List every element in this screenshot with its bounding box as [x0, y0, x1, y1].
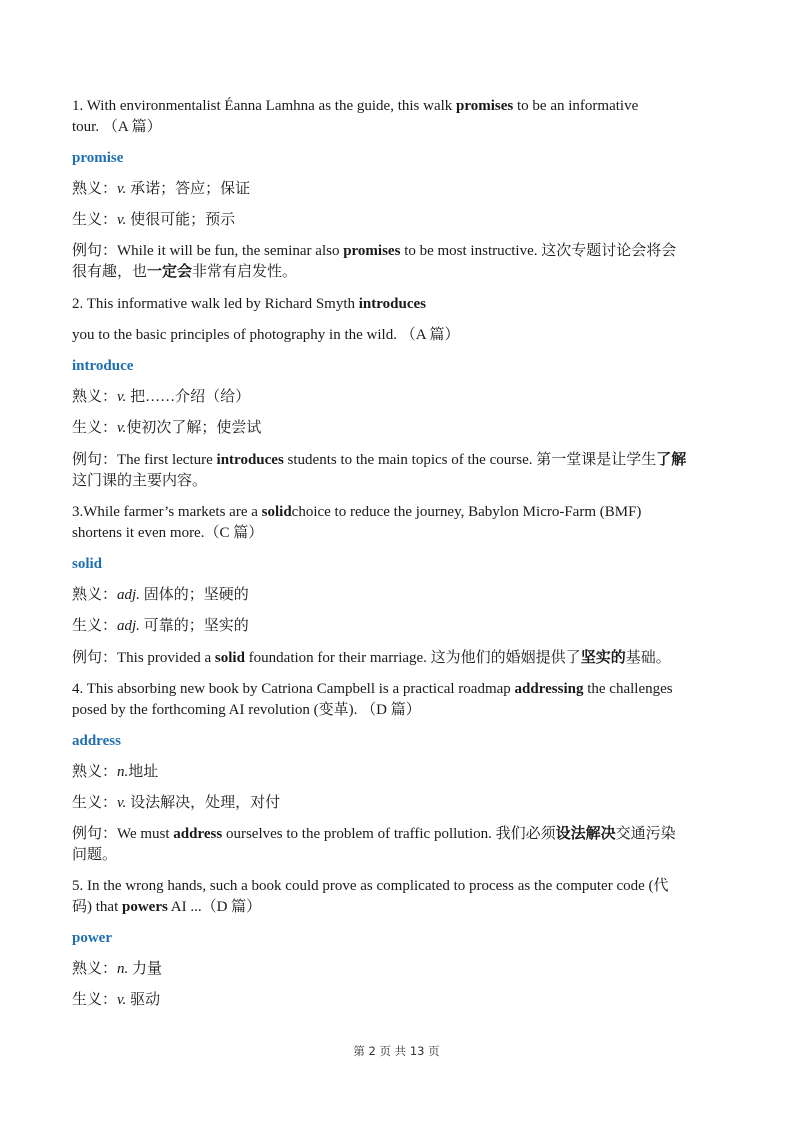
- meaning: 地址: [128, 764, 159, 780]
- keyword: addressing: [514, 681, 584, 697]
- text: posed by the forthcoming AI revolution (变革). （D 篇）: [72, 702, 421, 718]
- pos: v.: [117, 212, 127, 228]
- text: 非常有启发性。: [192, 264, 298, 280]
- keyword: 了解: [656, 452, 687, 468]
- entry-3-sentence-line-1: [72, 502, 722, 523]
- entry-4-word: address: [72, 733, 121, 749]
- meaning: 设法解决，处理，对付: [126, 795, 281, 811]
- text: to be most instructive. 这次专题讨论会将会: [400, 243, 677, 259]
- text: 1. With environmentalist Éanna Lamhna as the guide, this walk: [72, 98, 457, 114]
- entry-5-sentence-line-2: [72, 897, 722, 918]
- entry-4-sentence-line-1: [72, 679, 722, 700]
- entry-1-sentence-line-2: [72, 117, 722, 138]
- entry-3-familiar: [72, 585, 722, 606]
- page-footer: 第 2 页 共 13 页: [353, 1044, 440, 1058]
- keyword: 坚实的: [580, 650, 626, 666]
- label: 熟义：: [72, 764, 118, 780]
- keyword: 一定会: [147, 264, 193, 280]
- meaning: 固体的；坚硬的: [139, 587, 249, 603]
- entry-2-example-line-1: [72, 450, 722, 471]
- text: 这门课的主要内容。: [72, 473, 208, 489]
- text: 基础。: [625, 650, 671, 666]
- label: 熟义：: [72, 181, 118, 197]
- entry-5-familiar: [72, 959, 722, 980]
- entry-4-example-line-1: [72, 824, 722, 845]
- entry-3-new: [72, 616, 722, 637]
- pos: n.: [117, 764, 129, 780]
- text: shortens it even more.（C 篇）: [72, 525, 264, 541]
- keyword: introduces: [216, 452, 284, 468]
- pos: v.: [117, 181, 127, 197]
- text: students to the main topics of the course. 第一堂课是让学生: [283, 452, 657, 468]
- text: foundation for their marriage. 这为他们的婚姻提供了: [244, 650, 581, 666]
- entry-4-sentence-line-2: [72, 700, 722, 721]
- keyword: powers: [122, 899, 168, 915]
- keyword: address: [173, 826, 223, 842]
- text: 问题。: [72, 847, 118, 863]
- entry-5-new: [72, 990, 722, 1011]
- label: 生义：: [72, 618, 118, 634]
- meaning: 力量: [128, 961, 163, 977]
- text: the challenges: [583, 681, 673, 697]
- label: 生义：: [72, 212, 118, 228]
- pos: v.: [117, 795, 127, 811]
- text: 例句：While it will be fun, the seminar also: [72, 243, 344, 259]
- text: 4. This absorbing new book by Catriona Campbell is a practical roadmap: [72, 681, 515, 697]
- meaning: 承诺；答应；保证: [126, 181, 251, 197]
- entry-5-sentence-line-1: [72, 876, 722, 897]
- entry-1-word: promise: [72, 150, 124, 166]
- label: 生义：: [72, 795, 118, 811]
- entry-1-new: [72, 210, 722, 231]
- meaning: 把……介绍（给）: [126, 389, 251, 405]
- text: 例句：This provided a: [72, 650, 215, 666]
- text: to be an informative: [513, 98, 639, 114]
- text: AI ...（D 篇）: [167, 899, 262, 915]
- label: 熟义：: [72, 961, 118, 977]
- label: 生义：: [72, 420, 118, 436]
- entry-4-example-line-2: [72, 845, 722, 866]
- text: 很有趣，也: [72, 264, 148, 280]
- keyword: solid: [261, 504, 292, 520]
- text: ourselves to the problem of traffic pollution. 我们必须: [222, 826, 556, 842]
- text: 例句：We must: [72, 826, 174, 842]
- text: 3.While farmer’s markets are a: [72, 504, 262, 520]
- keyword: promises: [343, 243, 401, 259]
- entry-2-new: [72, 418, 722, 439]
- pos: adj.: [117, 618, 140, 634]
- meaning: 可靠的；坚实的: [139, 618, 249, 634]
- entry-1-example-line-2: [72, 262, 722, 283]
- entry-3-sentence-line-2: [72, 523, 722, 544]
- text: 2. This informative walk led by Richard Smyth: [72, 296, 359, 312]
- entry-2-sentence-line-1: [72, 294, 722, 315]
- text: choice to reduce the journey, Babylon Micro-Farm (BMF): [291, 504, 642, 520]
- entry-3-word: solid: [72, 556, 103, 572]
- entry-4-new: [72, 793, 722, 814]
- meaning: 驱动: [126, 992, 161, 1008]
- meaning: 使很可能；预示: [126, 212, 236, 228]
- text: 例句：The first lecture: [72, 452, 217, 468]
- keyword: promises: [456, 98, 514, 114]
- pos: adj.: [117, 587, 140, 603]
- entry-2-sentence-line-2: [72, 325, 722, 346]
- text: 交通污染: [615, 826, 676, 842]
- text: tour. （A 篇）: [72, 119, 162, 135]
- pos: v.: [117, 389, 127, 405]
- entry-2-word: introduce: [72, 358, 134, 374]
- entry-2-example-line-2: [72, 471, 722, 492]
- entry-1-example-line-1: [72, 241, 722, 262]
- keyword: 设法解决: [555, 826, 616, 842]
- entry-1-sentence-line-1: [72, 96, 722, 117]
- text: you to the basic principles of photography in the wild. （A 篇）: [72, 327, 460, 343]
- entry-5-word: power: [72, 930, 112, 946]
- pos: v.: [117, 420, 127, 436]
- pos: v.: [117, 992, 127, 1008]
- pos: n.: [117, 961, 129, 977]
- text: 码) that: [72, 899, 122, 915]
- entry-3-example: [72, 648, 722, 669]
- label: 熟义：: [72, 389, 118, 405]
- entry-4-familiar: [72, 762, 722, 783]
- label: 熟义：: [72, 587, 118, 603]
- entry-2-familiar: [72, 387, 722, 408]
- entry-1-familiar: [72, 179, 722, 200]
- label: 生义：: [72, 992, 118, 1008]
- text: 5. In the wrong hands, such a book could prove as complicated to process as the computer code (代: [72, 878, 669, 894]
- keyword: introduces: [358, 296, 426, 312]
- keyword: solid: [214, 650, 245, 666]
- meaning: 使初次了解；使尝试: [126, 420, 262, 436]
